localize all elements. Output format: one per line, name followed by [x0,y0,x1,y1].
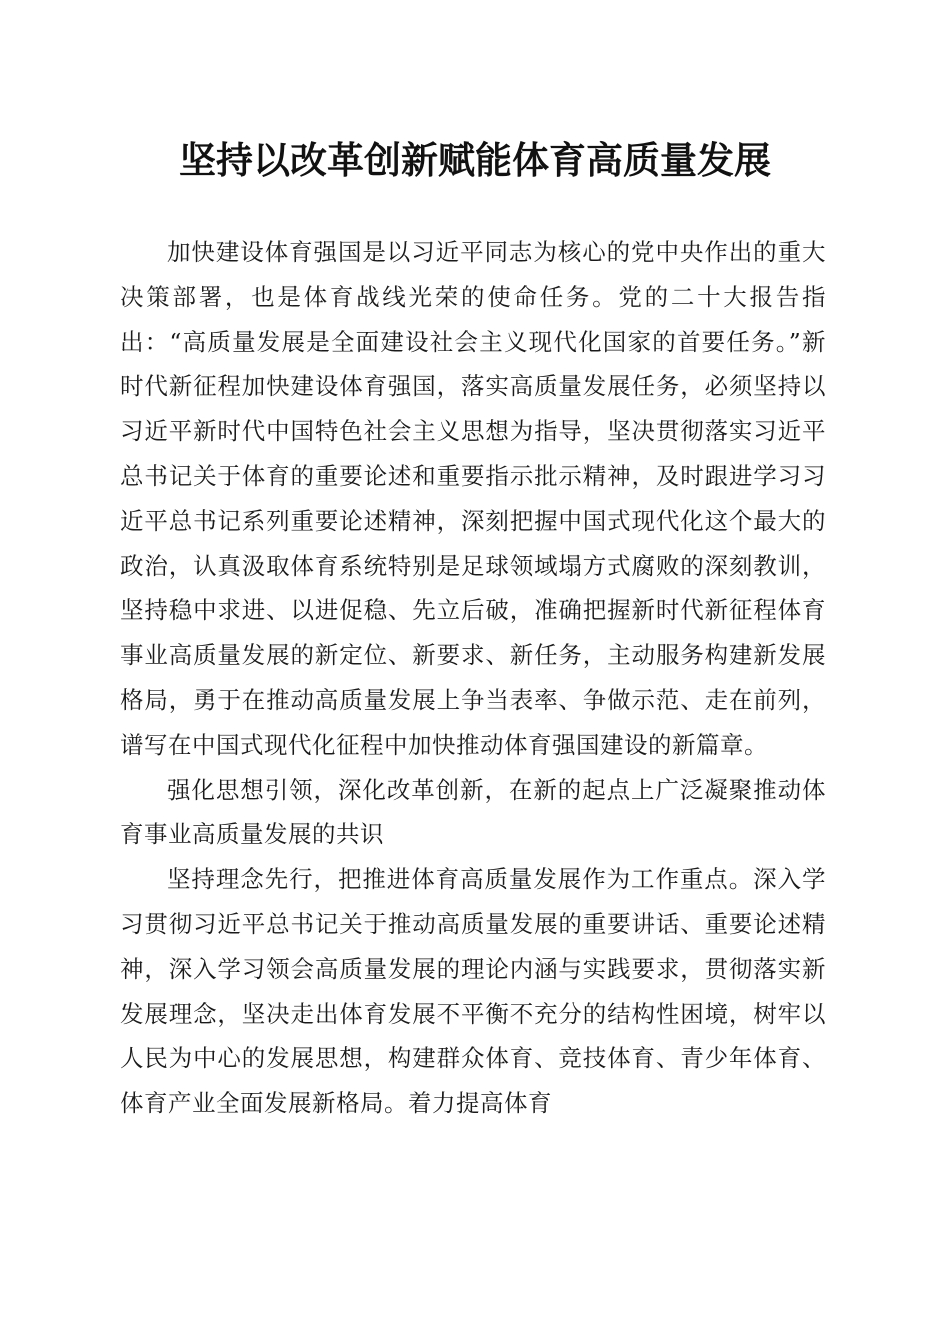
document-body [120,230,826,1126]
paragraph-intro: 加快建设体育强国是以习近平同志为核心的党中央作出的重大决策部署，也是体育战线光荣的使命任务。党的二十大报告指出：“高质量发展是全面建设社会主义现代化国家的首要任务。”新时代新征程加快建设体育强国，落实高质量发展任务，必须坚持以习近平新时代中国特色社会主义思想为指导，坚决贯彻落实习近平总书记关于体育的重要论述和重要指示批示精神，及时跟进学习习近平总书记系列重要论述精神，深刻把握中国式现代化这个最大的政治，认真汲取体育系统特别是足球领域塌方式腐败的深刻教训，坚持稳中求进、以进促稳、先立后破，准确把握新时代新征程体育事业高质量发展的新定位、新要求、新任务，主动服务构建新发展格局，勇于在推动高质量发展上争当表率、争做示范、走在前列，谱写在中国式现代化征程中加快推动体育强国建设的新篇章。 [120,238,826,759]
paragraph-concept: 坚持理念先行，把推进体育高质量发展作为工作重点。深入学习贯彻习近平总书记关于推动高质量发展的重要讲话、重要论述精神，深入学习领会高质量发展的理论内涵与实践要求，贯彻落实新发展理念，坚决走出体育发展不平衡不充分的结构性困境，树牢以人民为中心的发展思想，构建群众体育、竞技体育、青少年体育、体育产业全面发展新格局。着力提高体育 [120,865,826,1118]
document-title: 坚持以改革创新赋能体育高质量发展 [179,138,771,182]
section-heading: 强化思想引领，深化改革创新，在新的起点上广泛凝聚推动体育事业高质量发展的共识 [120,775,826,849]
